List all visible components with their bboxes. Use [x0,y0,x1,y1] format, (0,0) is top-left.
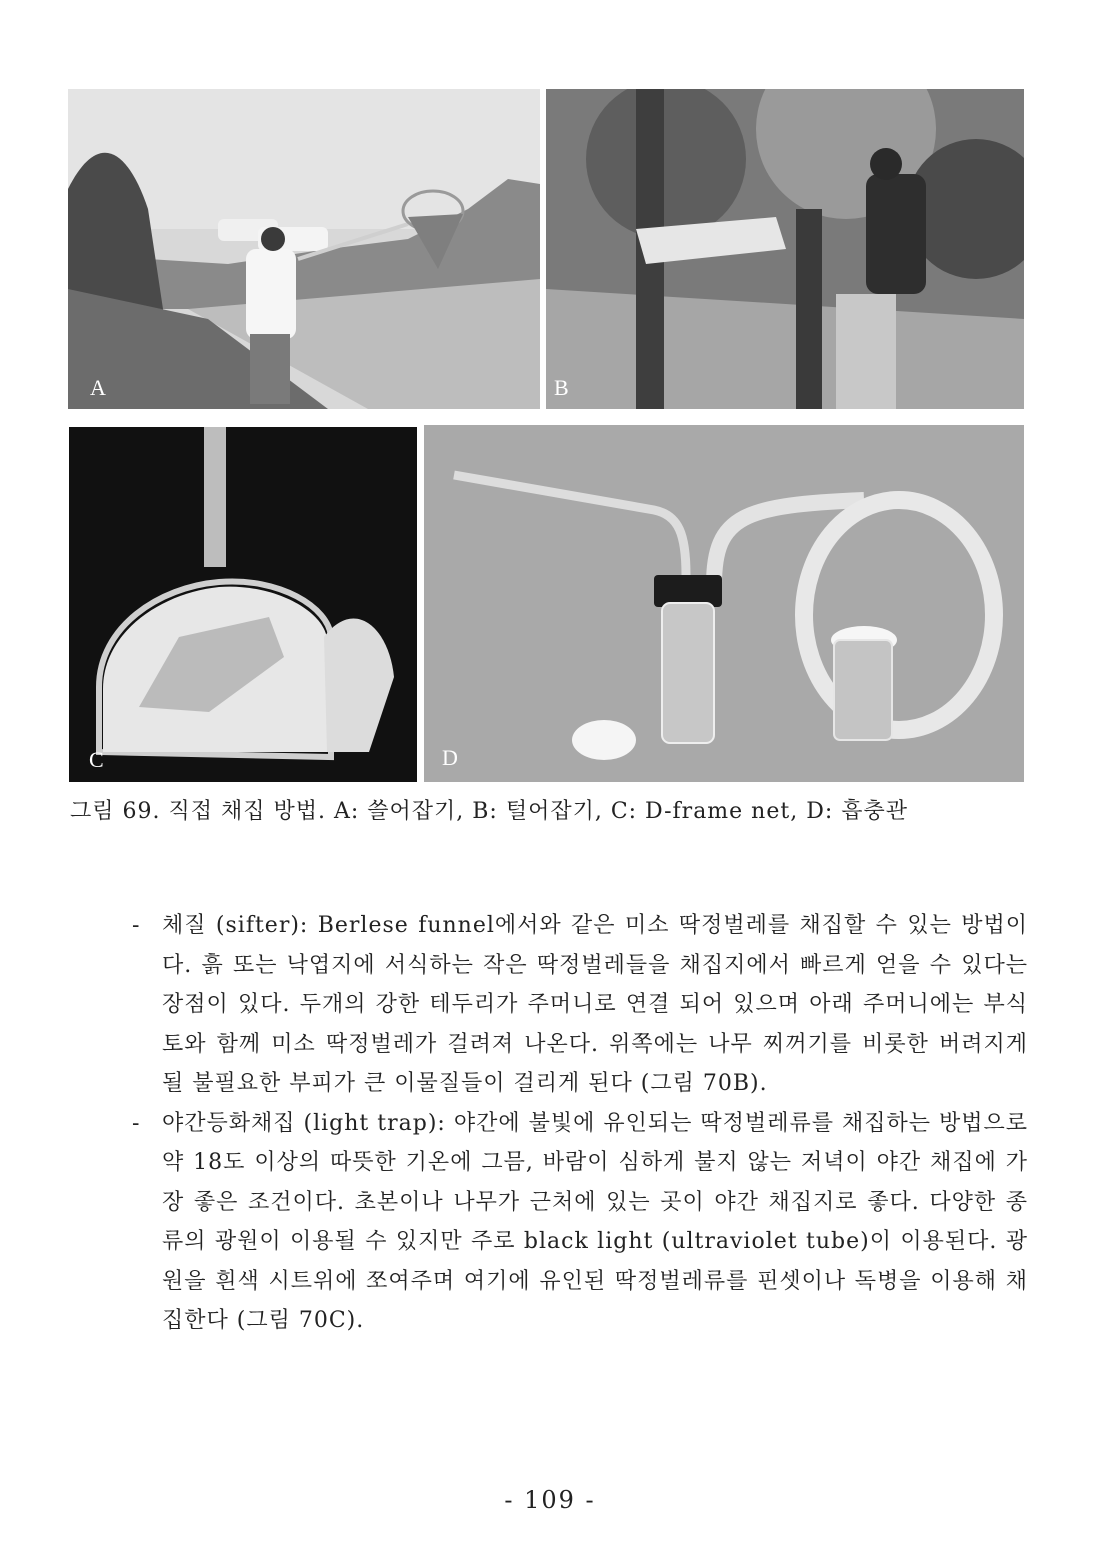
figure-caption: 그림 69. 직접 채집 방법. A: 쓸어잡기, B: 털어잡기, C: D-frame net, D: 흡충관 [70,799,909,824]
figure-photo-c [69,427,417,782]
figure-photo-b [546,89,1024,409]
bullet-marker: - [132,1110,141,1136]
bullet-text: 야간등화채집 (light trap): 야간에 불빛에 유인되는 딱정벌레류를 채집하는 방법으로 약 18도 이상의 따뜻한 기온에 그믐, 바람이 심하게 불지 않는 저녁이 야간 채집에 가장 좋은 조건이다. 초본이나 나무가 근처에 있는 곳이 야간 채집지로 좋다. 다양한 종류의 광원이 이용될 수 있지만 주로 black light (ultraviolet tube)이 이용된다. 광원을 흰색 시트위에 쪼여주며 여기에 유인된 딱정벌레류를 핀셋이나 독병을 이용해 채집한다 (그림 70C). [162,1110,1028,1333]
panel-label-a: A [90,375,106,400]
bullet-text: 체질 (sifter): Berlese funnel에서와 같은 미소 딱정벌레를 채집할 수 있는 방법이다. 흙 또는 낙엽지에 서식하는 작은 딱정벌레들을 채집지에서 빠르게 얻을 수 있다는 장점이 있다. 두개의 강한 테두리가 주머니로 연결 되어 있으며 아래 주머니에는 부식토와 함께 미소 딱정벌레가 걸려져 나온다. 위쪽에는 나무 찌꺼기를 비롯한 버려지게 될 불필요한 부피가 큰 이물질들이 걸리게 된다 (그림 70B). [162,913,1028,1096]
figure-photo-d [424,425,1024,782]
figure-photo-a [68,89,540,409]
panel-label-b: B [554,375,569,400]
list-item [132,1104,1028,1341]
page-number: - 109 - [504,1486,596,1514]
list-item [132,906,1028,1104]
bullet-marker: - [132,913,141,938]
panel-label-d: D [442,745,458,770]
bullet-list [132,906,1028,1341]
panel-label-c: C [89,747,104,772]
